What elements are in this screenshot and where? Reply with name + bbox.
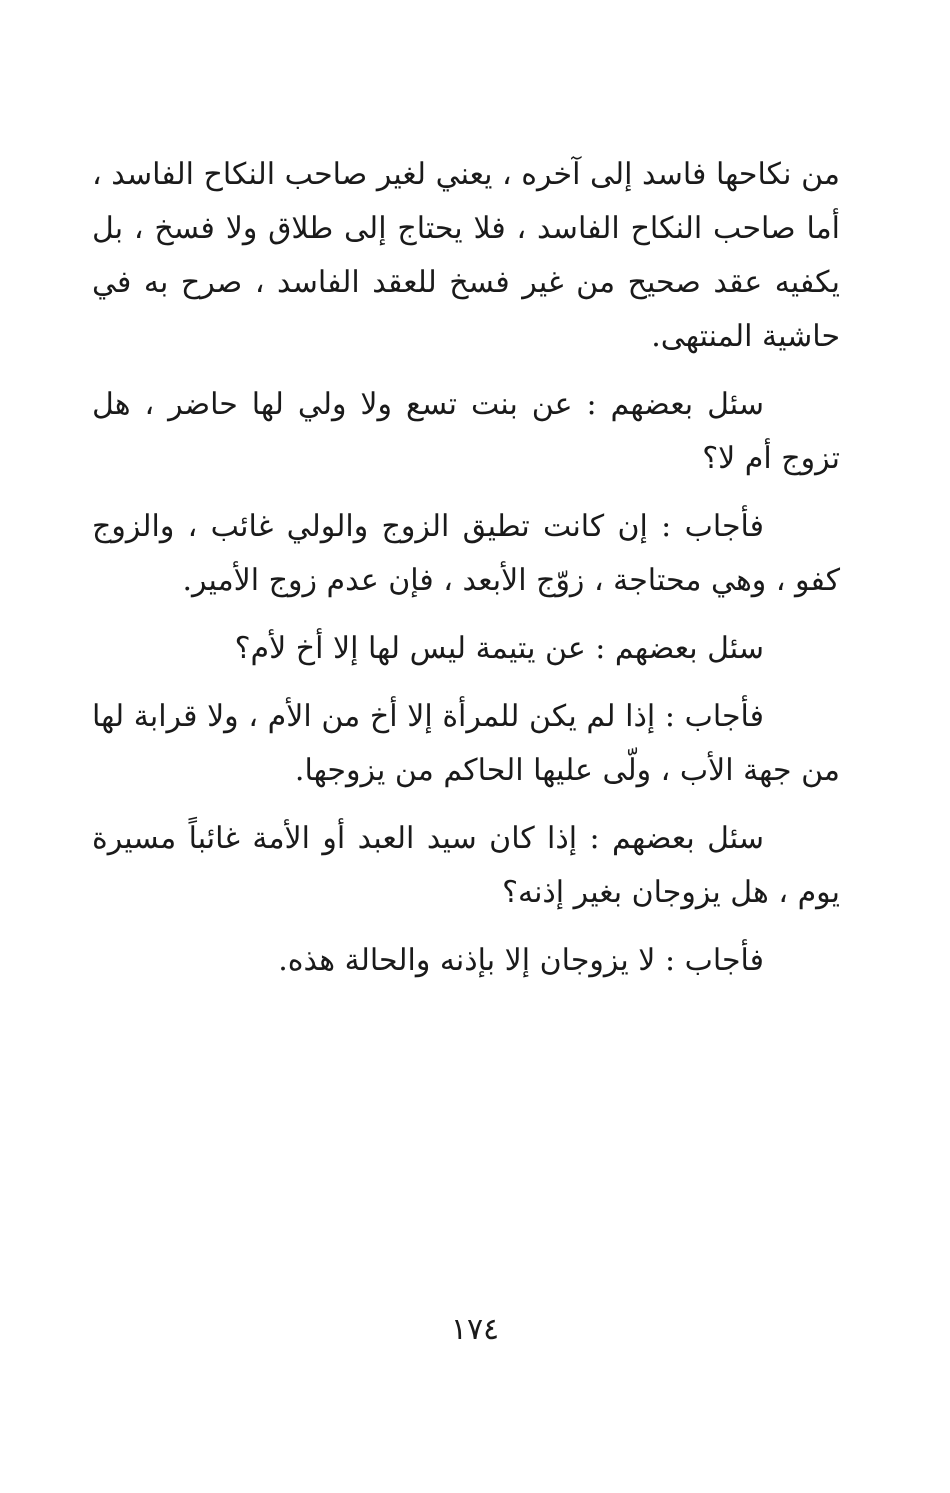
- paragraph-question: سئل بعضهم : إذا كان سيد العبد أو الأمة غائباً مسيرة يوم ، هل يزوجان بغير إذنه؟: [92, 821, 840, 910]
- paragraph-answer: فأجاب : إذا لم يكن للمرأة إلا أخ من الأم ، ولا قرابة لها من جهة الأب ، ولّى عليها الحاكم من يزوجها.: [92, 699, 840, 788]
- paragraph-answer: فأجاب : لا يزوجان إلا بإذنه والحالة هذه.: [278, 943, 764, 978]
- page-number: ١٧٤: [450, 1312, 500, 1347]
- paragraph-answer: فأجاب : إن كانت تطيق الزوج والولي غائب ، والزوج كفو ، وهي محتاجة ، زوّج الأبعد ، فإن عدم زوج الأمير.: [92, 509, 840, 598]
- body-text: [92, 148, 840, 1002]
- paragraph-continuation: من نكاحها فاسد إلى آخره ، يعني لغير صاحب النكاح الفاسد ، أما صاحب النكاح الفاسد ، فلا يحتاج إلى طلاق ولا فسخ ، بل يكفيه عقد صحيح من غير فسخ للعقد الفاسد ، صرح به في حاشية المنتهى.: [92, 157, 840, 354]
- paragraph-question: سئل بعضهم : عن يتيمة ليس لها إلا أخ لأم؟: [234, 631, 764, 666]
- paragraph-question: سئل بعضهم : عن بنت تسع ولا ولي لها حاضر ، هل تزوج أم لا؟: [92, 387, 840, 476]
